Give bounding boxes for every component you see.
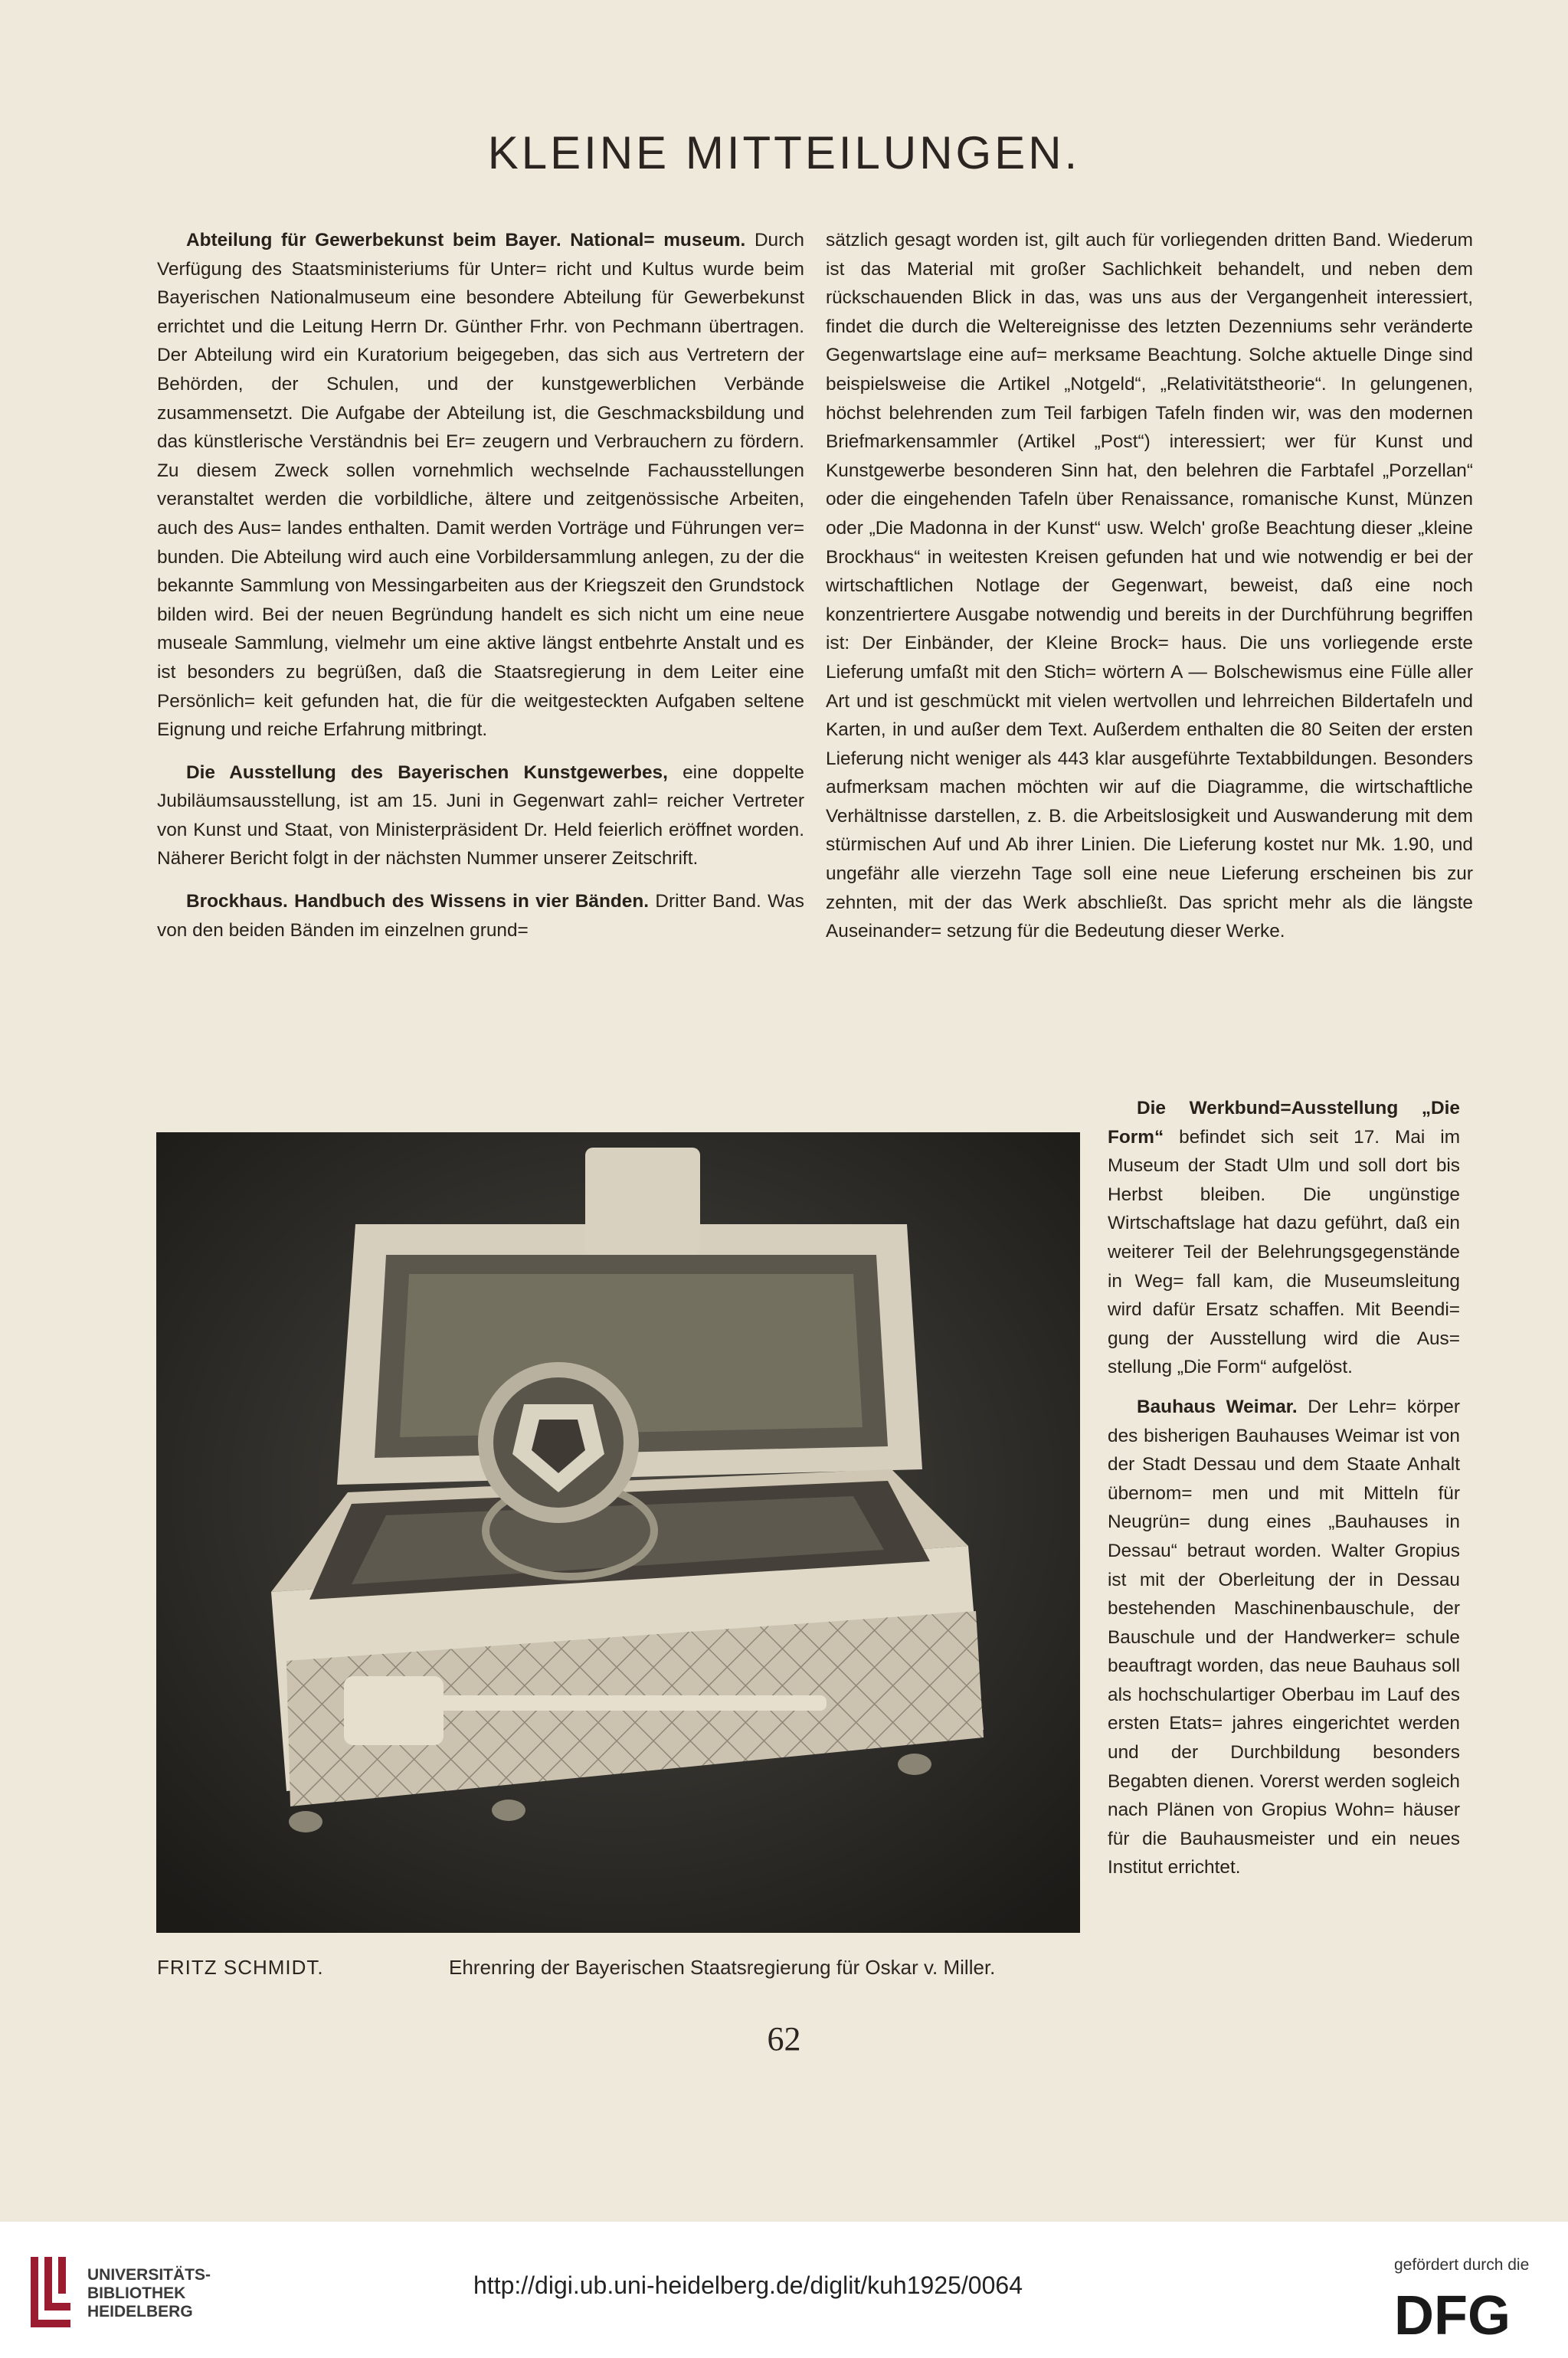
right-column: [826, 226, 1473, 960]
article-brockhaus: [157, 887, 804, 945]
library-name: [87, 2266, 211, 2321]
photo-ring-box: [156, 1132, 1080, 1933]
article-heading: Bauhaus Weimar.: [1137, 1396, 1298, 1417]
article-body: eine doppelte Jubiläumsausstellung, ist am 15. Juni in Gegenwart zahl= reicher Vertreter von Kunst und Staat, von Ministerpräsident Dr. Held feierlich eröffnet worden. Näherer Bericht folgt in der nächsten Nummer unserer Zeitschrift.: [157, 761, 805, 870]
page-title: KLEINE MITTEILUNGEN.: [487, 127, 1081, 178]
article-body: befindet sich seit 17. Mai im Museum der Stadt Ulm und soll dort bis Herbst bleiben. Die ungünstige Wirtschaftslage hat dazu geführt, daß ein weiterer Teil der Belehrungsgegenstände in Weg= fall kam, die Museumsleitung wird dafür Ersatz schaffen. Mit Beendi= gung der Ausstellung wird die Aus= stellung „Die Form“ aufgelöst.: [1108, 1126, 1461, 1378]
dfg-logo-text: DFG: [1394, 2287, 1511, 2340]
article-ausstellung: [157, 758, 804, 873]
page-number: 62: [767, 2020, 801, 2058]
article-heading: Die Werkbund=Ausstellung „Die Form“: [1108, 1098, 1460, 1148]
figure-caption-artist: FRITZ SCHMIDT.: [157, 1956, 324, 1979]
article-body: Dritter Band. Was von den beiden Bänden im einzelnen grund=: [157, 891, 804, 941]
article-werkbund: [1108, 1094, 1460, 1382]
sponsor-label: gefördert durch die: [1394, 2256, 1530, 2274]
ring-box-illustration: [156, 1132, 1080, 1933]
article-body: Der Lehr= körper des bisherigen Bauhauses Weimar ist von der Stadt Dessau und dem Staate Anhalt übernom= men und mit Mitteln für Neugrün= dung eines „Bauhauses in Dessau“ betraut worden. Walter Gropius ist mit der Oberleitung der in Dessau bestehenden Maschinenbauschule, der Bauschule und der Handwerker= schule beauftragt worden, das neue Bauhaus soll als hochschulartiger Oberbau im Lauf des ersten Etats= jahres eingerichtet werden und der Durchbildung besonders Begabten dienen. Vorerst werden sogleich nach Plänen von Gropius Wohn= häuser für die Bauhausmeister und ein neues Institut errichtet.: [1108, 1396, 1460, 1878]
library-logo-icon: [28, 2254, 74, 2330]
article-brockhaus-continued: [826, 226, 1473, 946]
library-line: HEIDELBERG: [87, 2303, 193, 2320]
article-heading: Abteilung für Gewerbekunst beim Bayer. National= museum.: [186, 230, 746, 251]
article-body: Durch Verfügung des Staatsministeriums für Unter= richt und Kultus wurde beim Bayerischen Nationalmuseum eine besondere Abteilung für Gewerbekunst errichtet und die Leitung Herrn Dr. Günther Frhr. von Pechmann übertragen. Der Abteilung wird ein Kuratorium beigegeben, das sich aus Vertretern der Behörden, der Schulen, und der kunstgewerblichen Verbände zusammensetzt. Die Aufgabe der Abteilung ist, die Geschmacksbildung und das künstlerische Verständnis bei Er= zeugern und Verbrauchern zu fördern. Zu diesem Zweck sollen vornehmlich wechselnde Fachausstellungen veranstaltet werden die vorbildliche, ältere und zeitgenössische Arbeiten, auch des Aus= landes enthalten. Damit werden Vorträge und Führungen ver= bunden. Die Abteilung wird auch eine Vorbildersammlung anlegen, zu der die bekannte Sammlung von Messingarbeiten aus der Kriegszeit den Grundstock bilden wird. Bei der neuen Begründung handelt es sich nicht um eine neue museale Sammlung, vielmehr um eine aktive längst entbehrte Anstalt und es ist besonders zu begrüßen, daß die Staatsregierung in dem Leiter eine Persönlich= keit gefunden hat, die für die weitgesteckten Aufgaben seltene Eignung und reiche Erfahrung mitbringt.: [157, 230, 804, 741]
source-url-link[interactable]: http://digi.ub.uni-heidelberg.de/diglit/kuh1925/0064: [473, 2271, 1023, 2299]
library-line: UNIVERSITÄTS-: [87, 2266, 211, 2284]
article-heading: Brockhaus. Handbuch des Wissens in vier Bänden.: [186, 891, 650, 912]
narrow-column: [1108, 1094, 1460, 1893]
library-line: BIBLIOTHEK: [87, 2284, 186, 2302]
left-column: [157, 226, 804, 958]
article-bauhaus: [1108, 1393, 1460, 1882]
article-gewerbekunst: [157, 226, 804, 745]
article-heading: Die Ausstellung des Bayerischen Kunstgewerbes,: [186, 761, 668, 783]
article-body: sätzlich gesagt worden ist, gilt auch für vorliegenden dritten Band. Wiederum ist das Material mit großer Sachlichkeit behandelt, und neben dem rückschauenden Blick in das, was uns aus der Vergangenheit interessiert, findet die durch die Weltereignisse des letzten Dezenniums sehr veränderte Gegenwartslage eine auf= merksame Beachtung. Solche aktuelle Dinge sind beispielsweise die Artikel „Notgeld“, „Relativitätstheorie“. In gelungenen, höchst belehrenden zum Teil farbigen Tafeln finden wir, was den modernen Briefmarkensammler (Artikel „Post“) interessiert; wer für Kunst und Kunstgewerbe besonderen Sinn hat, den belehren die Farbtafel „Porzellan“ oder die eingehenden Tafeln über Renaissance, romanische Kunst, Münzen oder „Die Madonna in der Kunst“ usw. Welch' große Beachtung dieser „kleine Brockhaus“ in weitesten Kreisen gefunden hat und wie notwendig er bei der wirtschaftlichen Notlage der Gegenwart, beweist, daß eine noch konzentriertere Ausgabe notwendig und bereits in der Durchführung begriffen ist: Der Einbänder, der Kleine Brock= haus. Die uns vorliegende erste Lieferung umfaßt mit den Stich= wörtern A — Bolschewismus eine Fülle aller Art und ist geschmückt mit vielen wertvollen und lehrreichen Bildertafeln und Karten, in und außer dem Text. Außerdem enthalten die 80 Seiten der ersten Lieferung nicht weniger als 443 klar ausgeführte Textabbildungen. Besonders aufmerksam machen möchten wir auf die Diagramme, die wirtschaftliche Verhältnisse darstellen, z. B. die Arbeitslosigkeit und Auswanderung mit dem stürmischen Auf und Ab ihrer Linien. Die Lieferung kostet nur Mk. 1.90, und ungefähr alle vierzehn Tage soll eine neue Lieferung erscheinen bis zur zehnten, mit der das Werk abschließt. Das spricht mehr als die längste Auseinander= setzung für die Bedeutung dieser Werke.: [826, 230, 1473, 942]
figure-caption-text: Ehrenring der Bayerischen Staatsregierung für Oskar v. Miller.: [449, 1956, 996, 1979]
dfg-logo-icon: [1394, 2287, 1547, 2340]
